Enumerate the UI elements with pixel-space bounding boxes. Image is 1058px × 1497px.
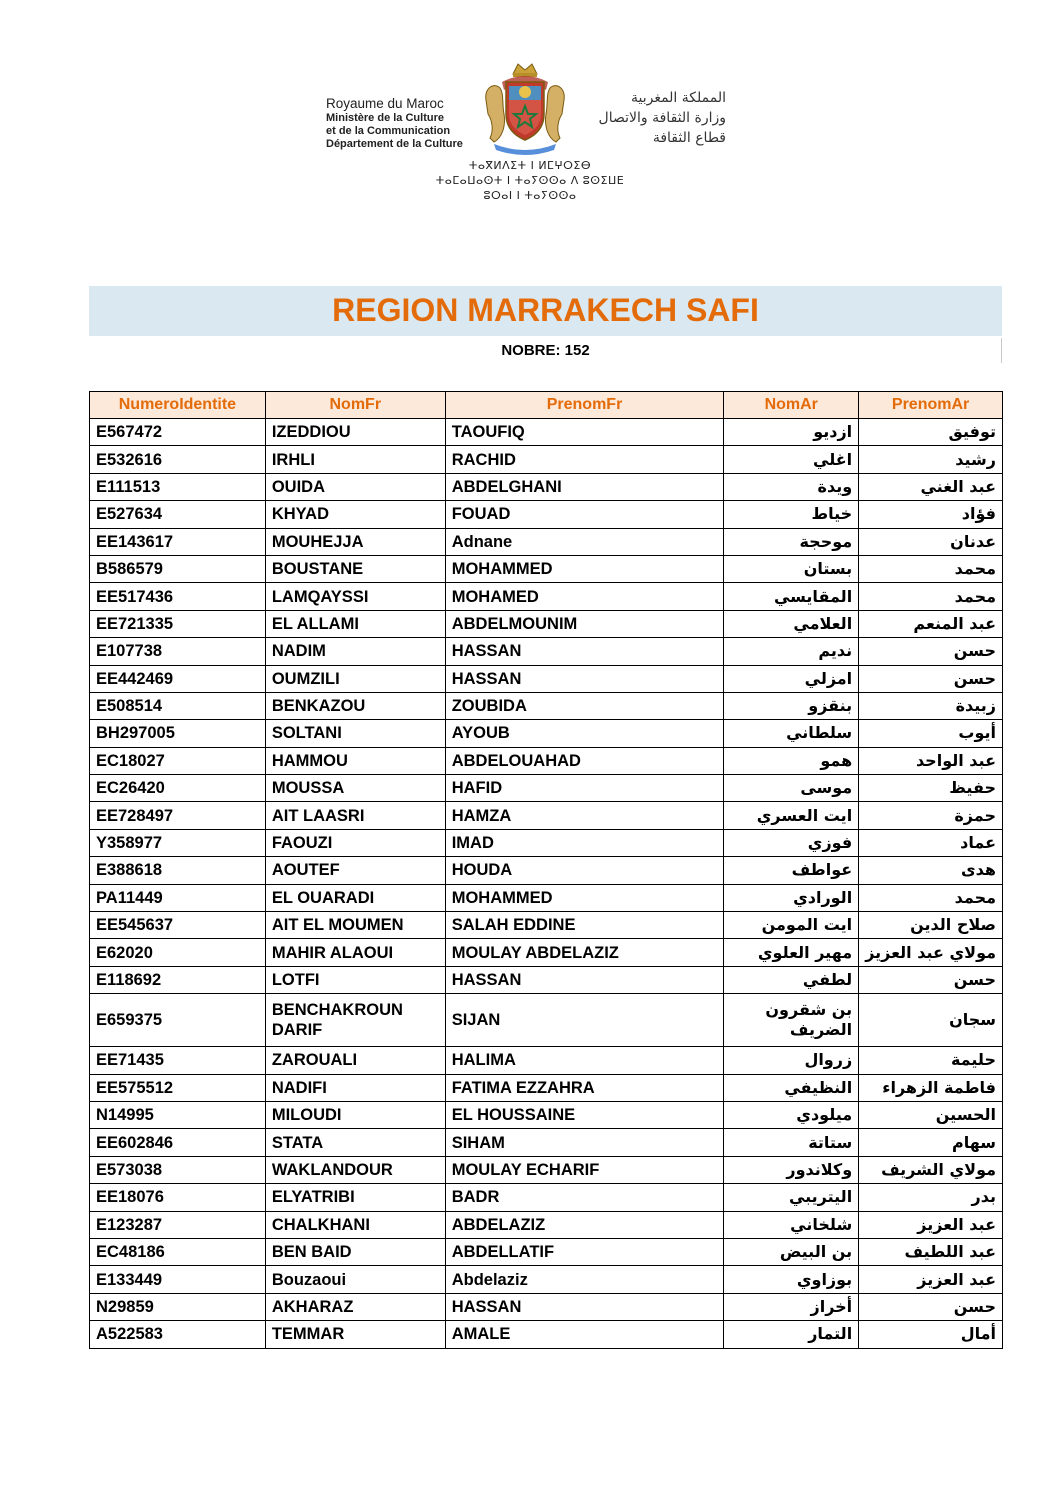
table-row xyxy=(90,473,1003,500)
letterhead-ar-line: المملكة المغربية xyxy=(630,90,726,106)
cell-nom-fr: AIT LAASRI xyxy=(265,802,445,829)
cell-prenom-fr: HASSAN xyxy=(445,966,724,993)
cell-nom-fr: FAOUZI xyxy=(265,829,445,856)
cell-prenom-ar: عبد الغني xyxy=(859,473,1003,500)
cell-nom-ar: امزلي xyxy=(724,665,859,692)
table-row xyxy=(90,994,1003,1047)
cell-id: EE18076 xyxy=(90,1184,266,1211)
cell-prenom-ar: مولاي الشريف xyxy=(859,1156,1003,1183)
cell-nom-fr: Bouzaoui xyxy=(265,1266,445,1293)
cell-prenom-ar: عبد الواحد xyxy=(859,747,1003,774)
cell-nom-fr: BEN BAID xyxy=(265,1238,445,1265)
cell-nom-ar: زروال xyxy=(724,1047,859,1074)
cell-nom-fr: CHALKHANI xyxy=(265,1211,445,1238)
cell-nom-fr: LAMQAYSSI xyxy=(265,583,445,610)
table-row xyxy=(90,1321,1003,1348)
letterhead-fr-line: et de la Communication xyxy=(326,125,451,137)
letterhead-fr-line: Royaume du Maroc xyxy=(326,96,444,111)
cell-prenom-ar: فاطمة الزهراء xyxy=(859,1074,1003,1101)
table-row xyxy=(90,583,1003,610)
table-row xyxy=(90,1074,1003,1101)
letterhead-fr-line: Ministère de la Culture xyxy=(326,112,444,124)
column-header: NomAr xyxy=(724,392,859,419)
cell-prenom-fr: ABDELLATIF xyxy=(445,1238,724,1265)
cell-nom-ar: فوزي xyxy=(724,829,859,856)
candidates-table xyxy=(89,391,1003,1349)
table-row xyxy=(90,1129,1003,1156)
cell-nom-ar: ايت العسري xyxy=(724,802,859,829)
cell-id: EE143617 xyxy=(90,528,266,555)
cell-prenom-fr: HALIMA xyxy=(445,1047,724,1074)
cell-nom-ar: لطفي xyxy=(724,966,859,993)
cell-nom-ar: ازديو xyxy=(724,419,859,446)
cell-nom-ar: بوزاوي xyxy=(724,1266,859,1293)
letterhead-ar-line: وزارة الثقافة والاتصال xyxy=(598,110,726,126)
cell-id: A522583 xyxy=(90,1321,266,1348)
cell-prenom-fr: ABDELGHANI xyxy=(445,473,724,500)
cell-prenom-fr: FATIMA EZZAHRA xyxy=(445,1074,724,1101)
table-row xyxy=(90,1238,1003,1265)
cell-prenom-fr: Abdelaziz xyxy=(445,1266,724,1293)
cell-prenom-ar: عبد اللطيف xyxy=(859,1238,1003,1265)
cell-prenom-fr: SIJAN xyxy=(445,994,724,1047)
table-row xyxy=(90,1211,1003,1238)
cell-nom-fr: EL ALLAMI xyxy=(265,610,445,637)
table-row xyxy=(90,857,1003,884)
cell-nom-fr: ELYATRIBI xyxy=(265,1184,445,1211)
cell-nom-ar: ويدة xyxy=(724,473,859,500)
cell-nom-ar: همو xyxy=(724,747,859,774)
cell-prenom-ar: بدر xyxy=(859,1184,1003,1211)
cell-prenom-ar: سجان xyxy=(859,994,1003,1047)
cell-prenom-fr: ABDELMOUNIM xyxy=(445,610,724,637)
cell-prenom-ar: محمد xyxy=(859,884,1003,911)
cell-prenom-ar: حسن xyxy=(859,1293,1003,1320)
cell-id: E573038 xyxy=(90,1156,266,1183)
table-row xyxy=(90,692,1003,719)
cell-id: EC18027 xyxy=(90,747,266,774)
cell-nom-fr: BENCHAKROUN DARIF xyxy=(265,994,445,1047)
cell-id: N14995 xyxy=(90,1101,266,1128)
cell-prenom-ar: حليمة xyxy=(859,1047,1003,1074)
cell-id: E107738 xyxy=(90,638,266,665)
table-row xyxy=(90,884,1003,911)
cell-id: EE575512 xyxy=(90,1074,266,1101)
table-row xyxy=(90,528,1003,555)
moroccan-coat-of-arms-icon xyxy=(480,60,570,156)
cell-nom-ar: موحجة xyxy=(724,528,859,555)
cell-id: B586579 xyxy=(90,555,266,582)
cell-nom-fr: IZEDDIOU xyxy=(265,419,445,446)
cell-prenom-fr: IMAD xyxy=(445,829,724,856)
cell-prenom-ar: رشيد xyxy=(859,446,1003,473)
cell-nom-fr: OUIDA xyxy=(265,473,445,500)
cell-nom-ar: بن شقرون الضريف xyxy=(724,994,859,1047)
letterhead-ar-line: قطاع الثقافة xyxy=(652,130,726,146)
table-row xyxy=(90,1156,1003,1183)
cell-nom-ar: شلخاني xyxy=(724,1211,859,1238)
cell-nom-ar: ميلودي xyxy=(724,1101,859,1128)
cell-prenom-fr: MOHAMMED xyxy=(445,555,724,582)
cell-prenom-ar: محمد xyxy=(859,583,1003,610)
cell-nom-ar: الورادي xyxy=(724,884,859,911)
cell-prenom-fr: HOUDA xyxy=(445,857,724,884)
cell-prenom-fr: FOUAD xyxy=(445,501,724,528)
cell-nom-fr: MAHIR ALAOUI xyxy=(265,939,445,966)
cell-nom-ar: سلطاني xyxy=(724,720,859,747)
cell-prenom-fr: RACHID xyxy=(445,446,724,473)
cell-prenom-fr: Adnane xyxy=(445,528,724,555)
cell-nom-ar: أخراز xyxy=(724,1293,859,1320)
cell-prenom-ar: سهام xyxy=(859,1129,1003,1156)
cell-prenom-ar: مولاي عبد العزيز xyxy=(859,939,1003,966)
cell-nom-ar: خياط xyxy=(724,501,859,528)
table-row xyxy=(90,802,1003,829)
table-row xyxy=(90,610,1003,637)
table-row xyxy=(90,1293,1003,1320)
letterhead-arabic xyxy=(584,88,726,148)
cell-id: E133449 xyxy=(90,1266,266,1293)
cell-id: E62020 xyxy=(90,939,266,966)
cell-id: EE71435 xyxy=(90,1047,266,1074)
cell-id: N29859 xyxy=(90,1293,266,1320)
column-header: PrenomAr xyxy=(859,392,1003,419)
cell-nom-ar: عواطف xyxy=(724,857,859,884)
cell-nom-fr: SOLTANI xyxy=(265,720,445,747)
letterhead xyxy=(0,0,1058,230)
cell-nom-fr: KHYAD xyxy=(265,501,445,528)
table-header-row xyxy=(90,392,1003,419)
table-row xyxy=(90,720,1003,747)
cell-nom-ar: بستان xyxy=(724,555,859,582)
cell-id: E567472 xyxy=(90,419,266,446)
table-row xyxy=(90,501,1003,528)
cell-prenom-fr: MOULAY ABDELAZIZ xyxy=(445,939,724,966)
cell-prenom-fr: HAFID xyxy=(445,775,724,802)
cell-prenom-fr: TAOUFIQ xyxy=(445,419,724,446)
cell-prenom-ar: عبد العزيز xyxy=(859,1266,1003,1293)
cell-id: EE728497 xyxy=(90,802,266,829)
column-header: PrenomFr xyxy=(445,392,724,419)
letterhead-tf-line: ⵓⵔⴰⵏ ⵏ ⵜⴰⵢⵙⵙⴰ xyxy=(483,189,577,202)
cell-prenom-fr: HASSAN xyxy=(445,1293,724,1320)
cell-nom-fr: BENKAZOU xyxy=(265,692,445,719)
cell-nom-fr: TEMMAR xyxy=(265,1321,445,1348)
cell-nom-fr: EL OUARADI xyxy=(265,884,445,911)
letterhead-tf-line: ⵜⴰⵎⴰⵡⴰⵙⵜ ⵏ ⵜⴰⵢⵙⵙⴰ ⴷ ⵓⵙⵉⵡⴹ xyxy=(435,174,625,187)
table-row xyxy=(90,665,1003,692)
cell-prenom-fr: MOHAMED xyxy=(445,583,724,610)
cell-prenom-ar: حفيظ xyxy=(859,775,1003,802)
cell-prenom-ar: محمد xyxy=(859,555,1003,582)
cell-prenom-fr: AYOUB xyxy=(445,720,724,747)
cell-prenom-ar: هدى xyxy=(859,857,1003,884)
cell-nom-ar: مهير العلوي xyxy=(724,939,859,966)
cell-id: E388618 xyxy=(90,857,266,884)
cell-nom-fr: IRHLI xyxy=(265,446,445,473)
cell-id: EC26420 xyxy=(90,775,266,802)
cell-prenom-ar: عماد xyxy=(859,829,1003,856)
cell-prenom-ar: عدنان xyxy=(859,528,1003,555)
table-row xyxy=(90,966,1003,993)
cell-nom-ar: وكلاندور xyxy=(724,1156,859,1183)
cell-id: E532616 xyxy=(90,446,266,473)
table-row xyxy=(90,829,1003,856)
cell-prenom-ar: الحسين xyxy=(859,1101,1003,1128)
cell-id: EE442469 xyxy=(90,665,266,692)
letterhead-tifinagh xyxy=(420,158,640,203)
cell-id: E118692 xyxy=(90,966,266,993)
cell-prenom-fr: HASSAN xyxy=(445,665,724,692)
cell-nom-ar: اليتريبي xyxy=(724,1184,859,1211)
cell-nom-fr: MILOUDI xyxy=(265,1101,445,1128)
cell-nom-fr: NADIM xyxy=(265,638,445,665)
cell-nom-ar: التمار xyxy=(724,1321,859,1348)
cell-prenom-fr: ABDELAZIZ xyxy=(445,1211,724,1238)
table-row xyxy=(90,1047,1003,1074)
page-title: REGION MARRAKECH SAFI xyxy=(332,292,759,328)
cell-nom-ar: النظيفي xyxy=(724,1074,859,1101)
cell-nom-fr: OUMZILI xyxy=(265,665,445,692)
table-row xyxy=(90,638,1003,665)
cell-prenom-fr: HAMZA xyxy=(445,802,724,829)
cell-nom-fr: MOUSSA xyxy=(265,775,445,802)
divider xyxy=(1001,338,1002,363)
letterhead-tf-line: ⵜⴰⴳⵍⴷⵉⵜ ⵏ ⵍⵎⵖⵔⵉⴱ xyxy=(468,159,592,172)
count-label: NOBRE: 152 xyxy=(501,342,590,359)
cell-nom-fr: AKHARAZ xyxy=(265,1293,445,1320)
cell-id: BH297005 xyxy=(90,720,266,747)
cell-id: Y358977 xyxy=(90,829,266,856)
table-row xyxy=(90,775,1003,802)
cell-prenom-fr: MOULAY ECHARIF xyxy=(445,1156,724,1183)
cell-nom-fr: NADIFI xyxy=(265,1074,445,1101)
cell-nom-ar: بنقزو xyxy=(724,692,859,719)
table-row xyxy=(90,419,1003,446)
cell-nom-fr: BOUSTANE xyxy=(265,555,445,582)
cell-nom-ar: اغلي xyxy=(724,446,859,473)
cell-prenom-fr: AMALE xyxy=(445,1321,724,1348)
cell-id: E123287 xyxy=(90,1211,266,1238)
cell-nom-fr: STATA xyxy=(265,1129,445,1156)
cell-id: E659375 xyxy=(90,994,266,1047)
cell-prenom-ar: حسن xyxy=(859,966,1003,993)
cell-prenom-fr: SALAH EDDINE xyxy=(445,912,724,939)
cell-id: EE517436 xyxy=(90,583,266,610)
cell-id: E527634 xyxy=(90,501,266,528)
table-row xyxy=(90,446,1003,473)
cell-nom-fr: HAMMOU xyxy=(265,747,445,774)
cell-prenom-ar: فؤاد xyxy=(859,501,1003,528)
table-row xyxy=(90,1184,1003,1211)
table-row xyxy=(90,939,1003,966)
cell-prenom-fr: ZOUBIDA xyxy=(445,692,724,719)
table-row xyxy=(90,912,1003,939)
cell-nom-fr: WAKLANDOUR xyxy=(265,1156,445,1183)
cell-nom-ar: ستاتة xyxy=(724,1129,859,1156)
cell-prenom-fr: BADR xyxy=(445,1184,724,1211)
table-row xyxy=(90,747,1003,774)
cell-prenom-fr: MOHAMMED xyxy=(445,884,724,911)
cell-nom-fr: AOUTEF xyxy=(265,857,445,884)
cell-prenom-ar: عبد العزيز xyxy=(859,1211,1003,1238)
cell-prenom-fr: ABDELOUAHAD xyxy=(445,747,724,774)
column-header: NomFr xyxy=(265,392,445,419)
table-row xyxy=(90,555,1003,582)
cell-prenom-ar: عبد المنعم xyxy=(859,610,1003,637)
cell-id: EE721335 xyxy=(90,610,266,637)
letterhead-french xyxy=(326,96,463,151)
cell-prenom-ar: زبيدة xyxy=(859,692,1003,719)
cell-prenom-ar: حمزة xyxy=(859,802,1003,829)
cell-nom-fr: ZAROUALI xyxy=(265,1047,445,1074)
cell-id: EE545637 xyxy=(90,912,266,939)
letterhead-fr-line: Département de la Culture xyxy=(326,138,463,150)
cell-prenom-ar: حسن xyxy=(859,638,1003,665)
cell-prenom-fr: HASSAN xyxy=(445,638,724,665)
cell-nom-ar: موسى xyxy=(724,775,859,802)
cell-id: EE602846 xyxy=(90,1129,266,1156)
table-row xyxy=(90,1266,1003,1293)
cell-nom-ar: بن البيض xyxy=(724,1238,859,1265)
cell-nom-fr: MOUHEJJA xyxy=(265,528,445,555)
cell-nom-fr: AIT EL MOUMEN xyxy=(265,912,445,939)
cell-nom-ar: نديم xyxy=(724,638,859,665)
cell-prenom-fr: SIHAM xyxy=(445,1129,724,1156)
cell-prenom-fr: EL HOUSSAINE xyxy=(445,1101,724,1128)
cell-nom-fr: LOTFI xyxy=(265,966,445,993)
cell-id: EC48186 xyxy=(90,1238,266,1265)
cell-nom-ar: ايت المومن xyxy=(724,912,859,939)
cell-id: E508514 xyxy=(90,692,266,719)
cell-prenom-ar: حسن xyxy=(859,665,1003,692)
cell-prenom-ar: توفيق xyxy=(859,419,1003,446)
cell-nom-ar: المقايسي xyxy=(724,583,859,610)
cell-id: PA11449 xyxy=(90,884,266,911)
cell-id: E111513 xyxy=(90,473,266,500)
table-row xyxy=(90,1101,1003,1128)
cell-prenom-ar: صلاح الدين xyxy=(859,912,1003,939)
column-header: NumeroIdentite xyxy=(90,392,266,419)
cell-prenom-ar: أيوب xyxy=(859,720,1003,747)
cell-prenom-ar: أمال xyxy=(859,1321,1003,1348)
cell-nom-ar: العلامي xyxy=(724,610,859,637)
